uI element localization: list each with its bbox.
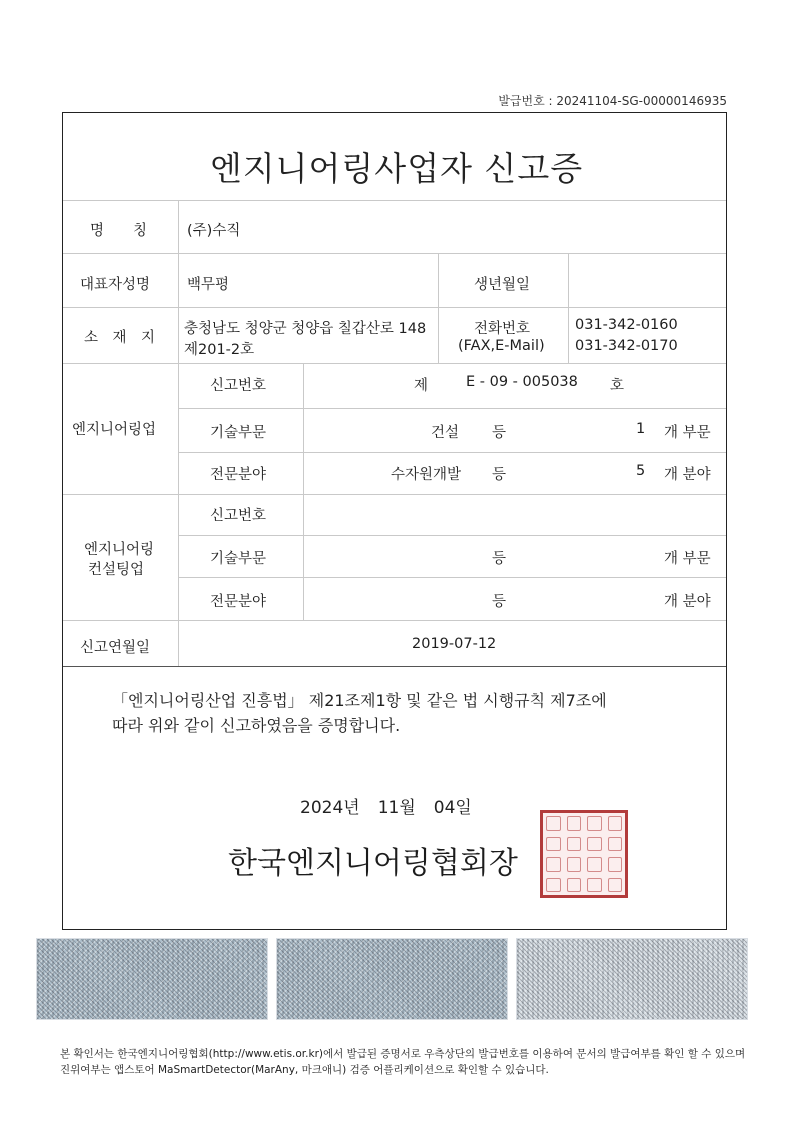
- eng-tech-etc: 등: [492, 425, 507, 441]
- certification-line1: 「엔지니어링산업 진흥법」 제21조제1항 및 같은 법 시행규칙 제7조에: [112, 691, 607, 710]
- fax-value: 031-342-0170: [575, 338, 678, 354]
- row-divider: [63, 494, 726, 495]
- eng-tech-unit: 개 부문: [664, 425, 711, 441]
- con-field-unit: 개 분야: [664, 594, 711, 610]
- label-column-line: [178, 200, 179, 666]
- phone-value: 031-342-0160: [575, 317, 678, 333]
- eng-report-no-prefix: 제: [414, 378, 429, 394]
- consulting-label-line2: 컨설팅업: [88, 562, 145, 578]
- row-divider: [63, 620, 726, 621]
- address-label: 소 재 지: [84, 330, 156, 346]
- con-field-label: 전문분야: [210, 594, 267, 610]
- con-tech-etc: 등: [492, 551, 507, 567]
- table-top-line: [63, 200, 726, 201]
- issue-day: 04일: [433, 798, 472, 818]
- security-pattern-panel: [516, 938, 748, 1020]
- con-field-etc: 등: [492, 594, 507, 610]
- document-title: 엔지니어링사업자 신고증: [209, 149, 584, 188]
- con-tech-label: 기술부문: [210, 551, 267, 567]
- phone-label: 전화번호: [474, 321, 531, 337]
- eng-tech-value: 건설: [431, 425, 460, 441]
- eng-report-no-label: 신고번호: [210, 378, 267, 394]
- phone-label-left-line: [438, 253, 439, 363]
- row-divider: [178, 577, 726, 578]
- eng-tech-label: 기술부문: [210, 425, 267, 441]
- eng-field-label: 전문분야: [210, 467, 267, 483]
- certification-line2: 따라 위와 같이 신고하였음을 증명합니다.: [112, 716, 401, 735]
- birth-label: 생년월일: [474, 277, 531, 293]
- consulting-label-line1: 엔지니어링: [84, 542, 155, 558]
- eng-field-unit: 개 분야: [664, 467, 711, 483]
- issue-date: [300, 793, 490, 818]
- eng-tech-count: 1: [636, 421, 646, 437]
- eng-field-etc: 등: [492, 467, 507, 483]
- issue-number: 발급번호 : 20241104-SG-00000146935: [498, 94, 727, 108]
- security-pattern-panel: [276, 938, 508, 1020]
- row-divider: [63, 307, 726, 308]
- name-value: (주)수직: [187, 223, 241, 239]
- row-divider: [178, 408, 726, 409]
- eng-field-count: 5: [636, 463, 646, 479]
- representative-label: 대표자성명: [80, 277, 151, 293]
- con-report-no-label: 신고번호: [210, 508, 267, 524]
- engineering-label: 엔지니어링업: [72, 422, 157, 438]
- sub-label-column-line: [303, 363, 304, 620]
- name-label: 명 칭: [90, 223, 148, 239]
- row-divider: [63, 253, 726, 254]
- fax-email-label: (FAX,E-Mail): [458, 338, 545, 354]
- representative-value: 백무평: [187, 277, 230, 293]
- address-line2: 제201-2호: [184, 342, 255, 358]
- eng-report-no: E - 09 - 005038: [466, 374, 578, 390]
- row-divider: [178, 452, 726, 453]
- footer-notice: [60, 1046, 745, 1078]
- table-bottom-line: [63, 666, 726, 667]
- row-divider: [178, 535, 726, 536]
- issuer-name: 한국엔지니어링협회장: [228, 846, 518, 881]
- phone-label-right-line: [568, 253, 569, 363]
- issue-year: 2024년: [300, 798, 360, 818]
- report-date-value: 2019-07-12: [412, 636, 497, 652]
- con-tech-unit: 개 부문: [664, 551, 711, 567]
- report-date-label: 신고연월일: [80, 640, 151, 656]
- eng-report-no-suffix: 호: [610, 378, 625, 394]
- official-seal: [540, 810, 628, 898]
- security-pattern-panel: [36, 938, 268, 1020]
- footer-line2: 진위여부는 앱스토어 MaSmartDetector(MarAny, 마크애니) 검증 어플리케이션으로 확인할 수 있습니다.: [60, 1064, 549, 1076]
- footer-line1: 본 확인서는 한국엔지니어링협회(http://www.etis.or.kr)에서 발급된 증명서로 우측상단의 발급번호를 이용하여 문서의 발급여부를 확인 할 수 있으며: [60, 1048, 746, 1060]
- eng-field-value: 수자원개발: [391, 467, 462, 483]
- address-line1: 충청남도 청양군 청양읍 칠갑산로 148: [184, 321, 427, 337]
- row-divider: [63, 363, 726, 364]
- issue-month: 11월: [377, 798, 416, 818]
